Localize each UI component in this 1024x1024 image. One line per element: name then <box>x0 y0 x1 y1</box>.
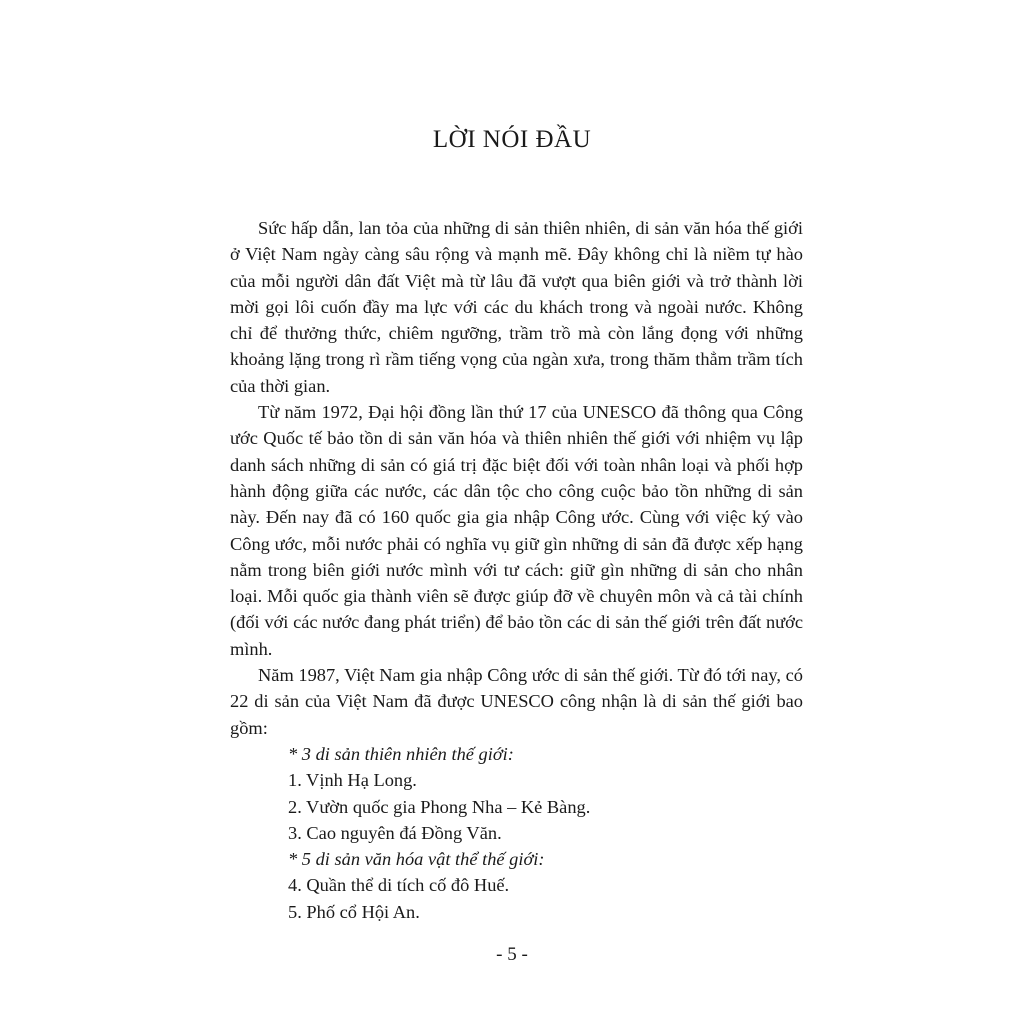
list-item: 3. Cao nguyên đá Đồng Văn. <box>288 822 502 843</box>
paragraph-1: Sức hấp dẫn, lan tỏa của những di sản thiên nhiên, di sản văn hóa thế giới ở Việt Nam ngày càng sâu rộng và mạnh mẽ. Đây không chỉ là niềm tự hào của mỗi người dân đất Việt mà từ lâu đã vượt qua biên giới và trở thành lời mời gọi lôi cuốn đầy ma lực với các du khách trong và ngoài nước. Không chỉ để thưởng thức, chiêm ngưỡng, trầm trồ mà còn lắng đọng với những khoảng lặng trong rì rầm tiếng vọng của ngàn xưa, trong thăm thẳm trầm tích của thời gian. <box>230 218 803 396</box>
paragraph-3: Năm 1987, Việt Nam gia nhập Công ước di sản thế giới. Từ đó tới nay, có 22 di sản của Việt Nam đã được UNESCO công nhận là di sản thế giới bao gồm: <box>230 665 803 738</box>
list-item: 2. Vườn quốc gia Phong Nha – Kẻ Bàng. <box>288 796 591 817</box>
list-item: 1. Vịnh Hạ Long. <box>288 770 417 791</box>
natural-heritage-heading: * 3 di sản thiên nhiên thế giới: <box>288 743 514 764</box>
body-text <box>230 215 803 925</box>
cultural-heritage-heading: * 5 di sản văn hóa vật thể thế giới: <box>288 849 545 870</box>
page-number: - 5 - <box>496 944 528 965</box>
paragraph-2: Từ năm 1972, Đại hội đồng lần thứ 17 của UNESCO đã thông qua Công ước Quốc tế bảo tồn di sản văn hóa và thiên nhiên thế giới với nhiệm vụ lập danh sách những di sản có giá trị đặc biệt đối với toàn nhân loại và phối hợp hành động giữa các nước, các dân tộc cho công cuộc bảo tồn những di sản này. Đến nay đã có 160 quốc gia gia nhập Công ước. Cùng với việc ký vào Công ước, mỗi nước phải có nghĩa vụ giữ gìn những di sản đã được xếp hạng nằm trong biên giới nước mình với tư cách: giữ gìn những di sản cho nhân loại. Mỗi quốc gia thành viên sẽ được giúp đỡ về chuyên môn và cả tài chính (đối với các nước đang phát triển) để bảo tồn các di sản thế giới trên đất nước mình. <box>230 402 803 659</box>
page-title: LỜI NÓI ĐẦU <box>432 126 592 153</box>
list-item: 4. Quần thể di tích cố đô Huế. <box>288 875 510 896</box>
list-item: 5. Phố cổ Hội An. <box>288 901 420 922</box>
